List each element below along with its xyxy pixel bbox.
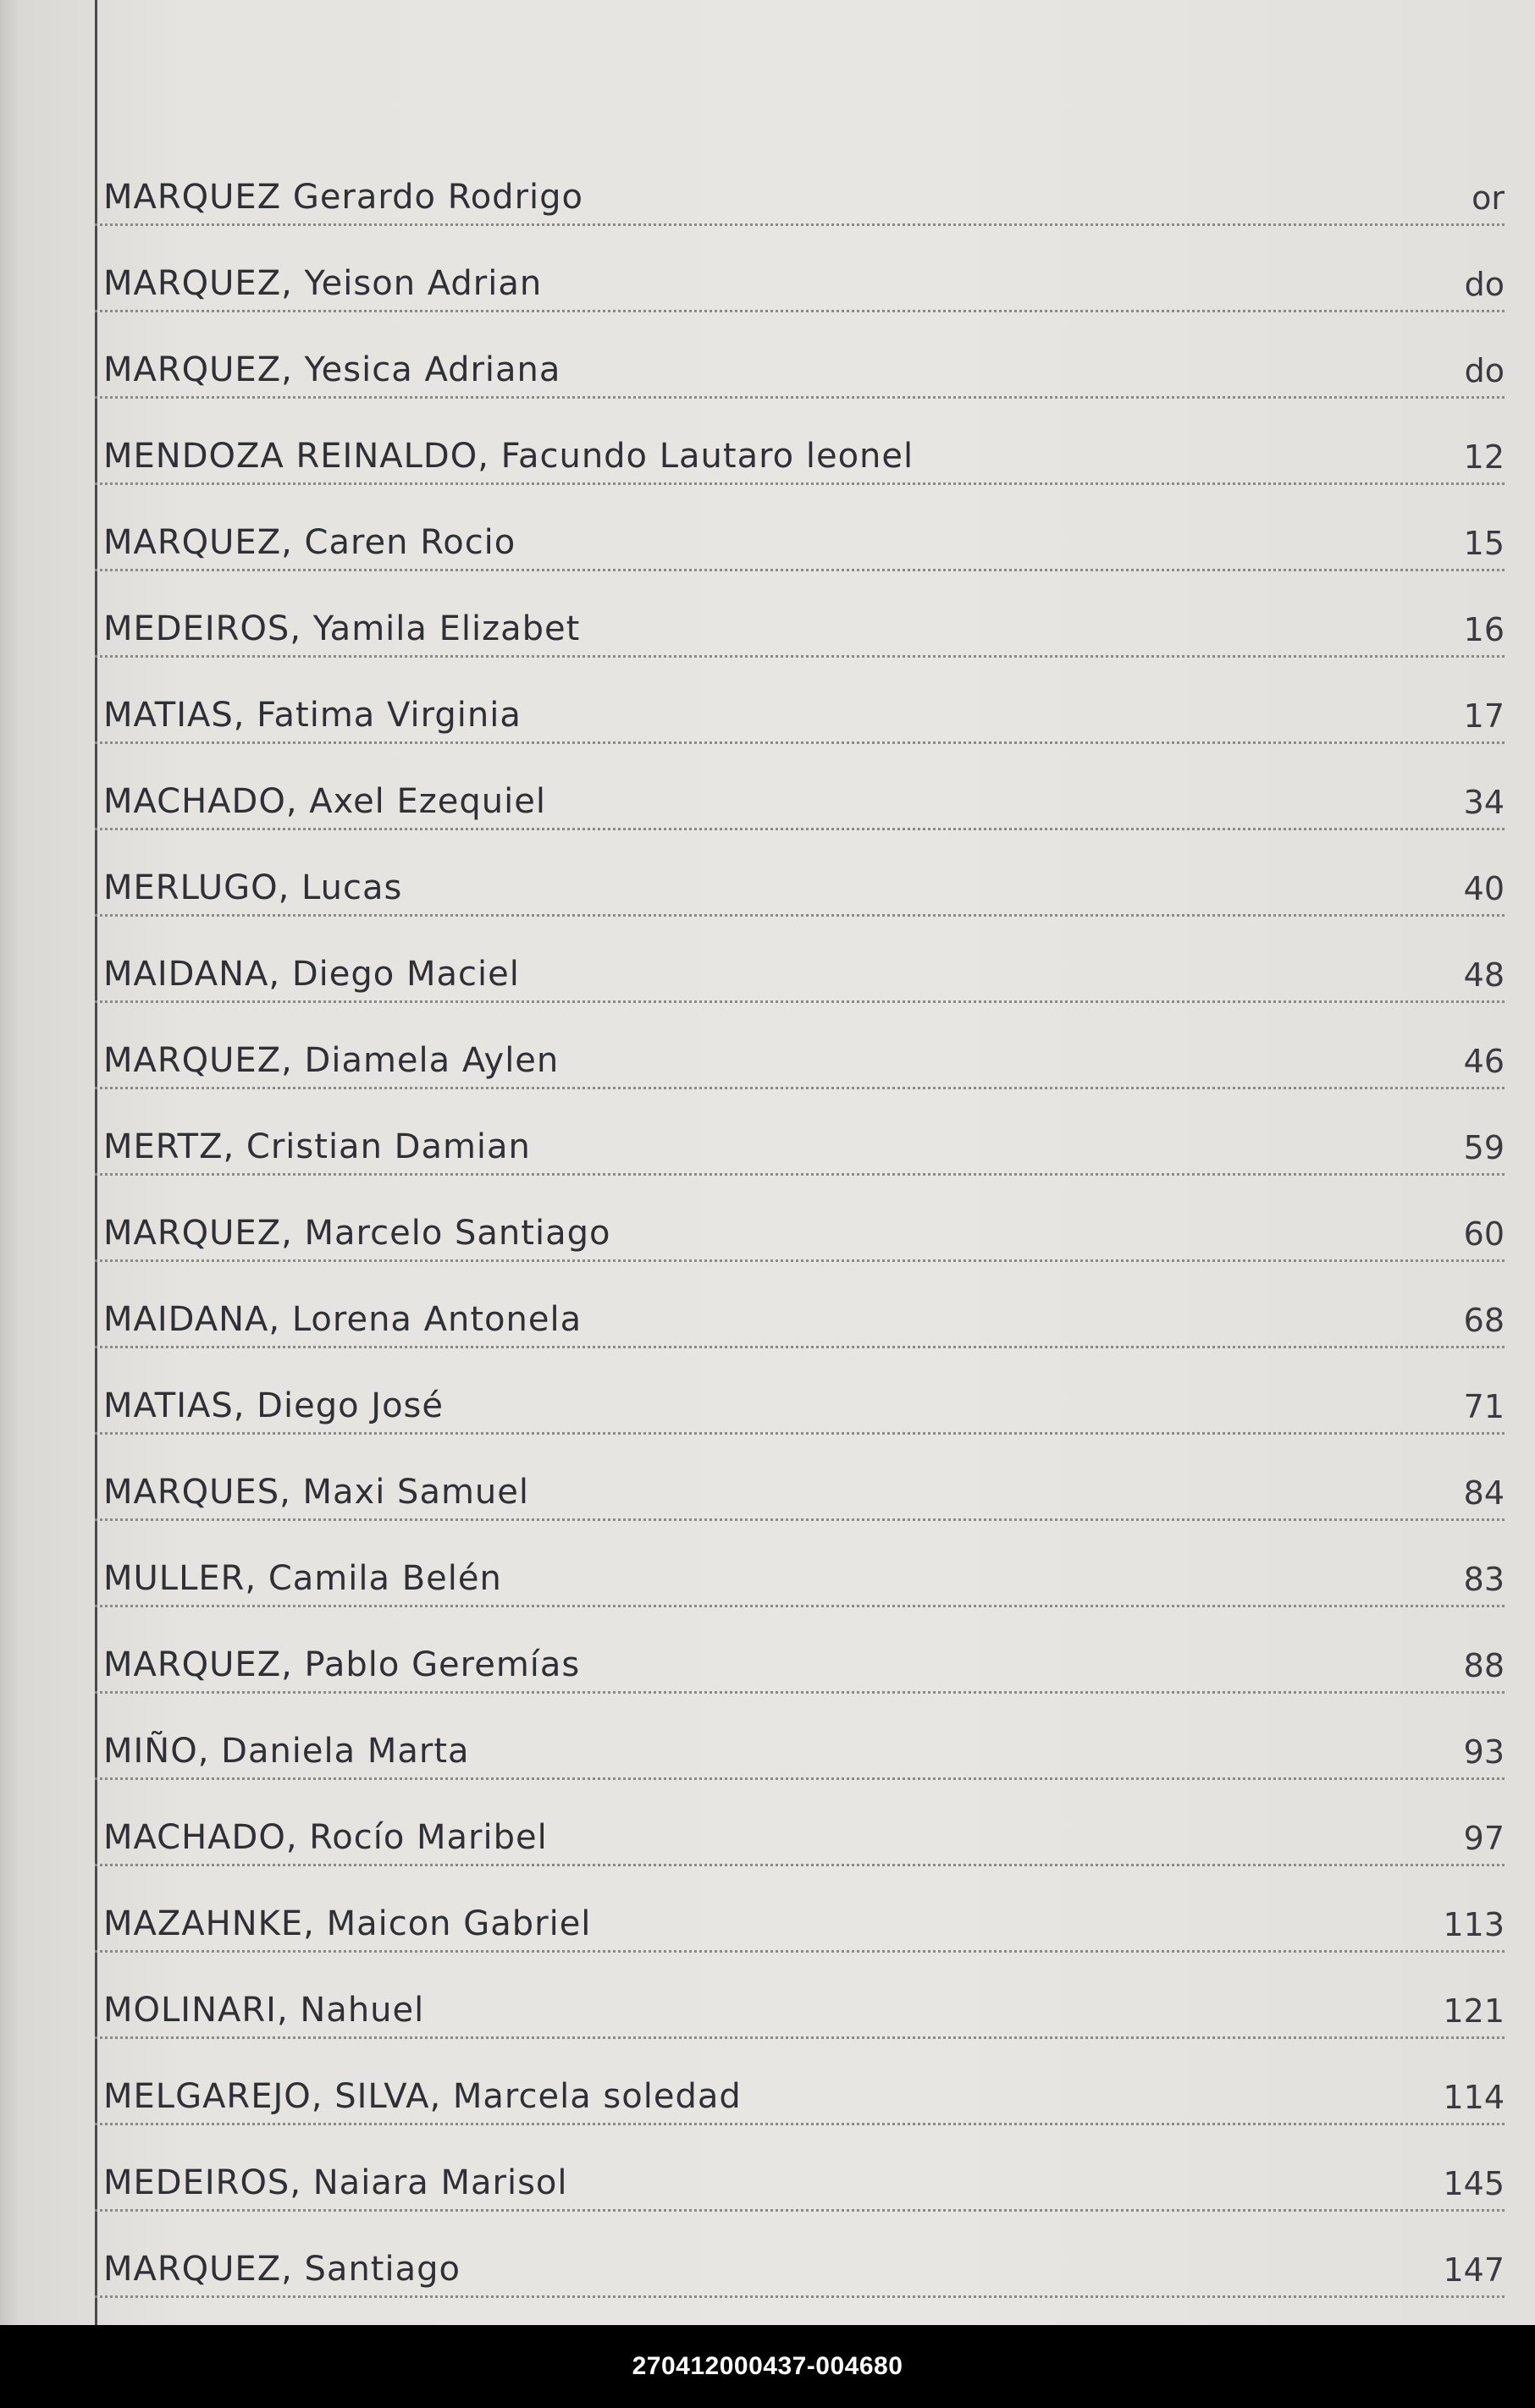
list-item xyxy=(95,571,1505,658)
entry-name: MULLER, Camila Belén xyxy=(103,1559,502,1598)
entry-number: 17 xyxy=(1463,697,1505,735)
entry-name: MARQUEZ, Santiago xyxy=(103,2250,461,2289)
entry-name: MACHADO, Axel Ezequiel xyxy=(103,782,546,821)
list-item xyxy=(95,917,1505,1003)
entry-name: MELGAREJO, SILVA, Marcela soledad xyxy=(103,2077,742,2116)
entry-number: 68 xyxy=(1463,1302,1505,1339)
list-item xyxy=(95,2212,1505,2298)
entry-name: MARQUEZ, Diamela Aylen xyxy=(103,1041,560,1080)
entry-name: MARQUES, Maxi Samuel xyxy=(103,1473,529,1512)
entry-name: MAIDANA, Diego Maciel xyxy=(103,955,520,994)
list-item xyxy=(95,1262,1505,1348)
list-item xyxy=(95,1521,1505,1607)
entry-name: MARQUEZ, Pablo Geremías xyxy=(103,1645,581,1684)
entry-number: 15 xyxy=(1463,525,1505,562)
list-item xyxy=(95,1348,1505,1435)
entry-name: MATIAS, Fatima Virginia xyxy=(103,696,522,735)
entry-name: MERTZ, Cristian Damian xyxy=(103,1127,531,1166)
entry-name: MOLINARI, Nahuel xyxy=(103,1991,425,2030)
entry-name: MEDEIROS, Yamila Elizabet xyxy=(103,609,581,648)
list-item xyxy=(95,312,1505,399)
entry-number: do xyxy=(1464,352,1505,389)
list-item xyxy=(95,1780,1505,1866)
entry-number: 12 xyxy=(1463,438,1505,476)
list-item xyxy=(95,1953,1505,2039)
list-item xyxy=(95,2125,1505,2212)
entry-number: 121 xyxy=(1443,1992,1505,2030)
entry-number: 93 xyxy=(1463,1733,1505,1771)
entry-number: 71 xyxy=(1463,1388,1505,1425)
list-item xyxy=(95,830,1505,917)
list-item xyxy=(95,1694,1505,1780)
entry-number: 84 xyxy=(1463,1474,1505,1512)
entry-name: MIÑO, Daniela Marta xyxy=(103,1732,470,1771)
entry-number: 40 xyxy=(1463,870,1505,907)
entry-name: MAZAHNKE, Maicon Gabriel xyxy=(103,1904,592,1943)
entry-number: 59 xyxy=(1463,1129,1505,1166)
list-item xyxy=(95,140,1505,226)
entry-number: 16 xyxy=(1463,611,1505,648)
entry-name: MAIDANA, Lorena Antonela xyxy=(103,1300,583,1339)
entry-name: MARQUEZ, Yeison Adrian xyxy=(103,264,543,303)
entry-list xyxy=(95,140,1505,2298)
entry-number: do xyxy=(1464,266,1505,303)
entry-number: 48 xyxy=(1463,956,1505,994)
list-item xyxy=(95,1089,1505,1176)
entry-name: MARQUEZ, Caren Rocio xyxy=(103,523,516,562)
entry-name: MATIAS, Diego José xyxy=(103,1386,444,1425)
entry-number: 114 xyxy=(1443,2079,1505,2116)
entry-number: 147 xyxy=(1443,2251,1505,2289)
footer-bar xyxy=(0,2325,1535,2408)
entry-name: MENDOZA REINALDO, Facundo Lautaro leonel xyxy=(103,437,914,476)
entry-number: 88 xyxy=(1463,1647,1505,1684)
entry-name: MARQUEZ, Marcelo Santiago xyxy=(103,1214,611,1253)
entry-number: 60 xyxy=(1463,1215,1505,1253)
list-item xyxy=(95,1003,1505,1089)
list-item xyxy=(95,399,1505,485)
list-item xyxy=(95,1435,1505,1521)
entry-name: MEDEIROS, Naiara Marisol xyxy=(103,2163,568,2202)
entry-number: or xyxy=(1472,179,1505,217)
list-item xyxy=(95,2039,1505,2125)
entry-name: MARQUEZ Gerardo Rodrigo xyxy=(103,178,583,217)
entry-name: MACHADO, Rocío Maribel xyxy=(103,1818,548,1857)
document-code: 270412000437-004680 xyxy=(632,2352,903,2380)
entry-number: 145 xyxy=(1443,2165,1505,2202)
list-item xyxy=(95,485,1505,571)
entry-number: 97 xyxy=(1463,1820,1505,1857)
entry-number: 83 xyxy=(1463,1561,1505,1598)
list-item xyxy=(95,226,1505,312)
list-item xyxy=(95,1866,1505,1953)
list-item xyxy=(95,658,1505,744)
list-item xyxy=(95,1607,1505,1694)
list-item xyxy=(95,1176,1505,1262)
entry-number: 34 xyxy=(1463,784,1505,821)
entry-number: 46 xyxy=(1463,1043,1505,1080)
entry-name: MARQUEZ, Yesica Adriana xyxy=(103,350,561,389)
list-item xyxy=(95,744,1505,830)
entry-number: 113 xyxy=(1443,1906,1505,1943)
page-edge-shadow xyxy=(0,0,19,2325)
entry-name: MERLUGO, Lucas xyxy=(103,868,403,907)
